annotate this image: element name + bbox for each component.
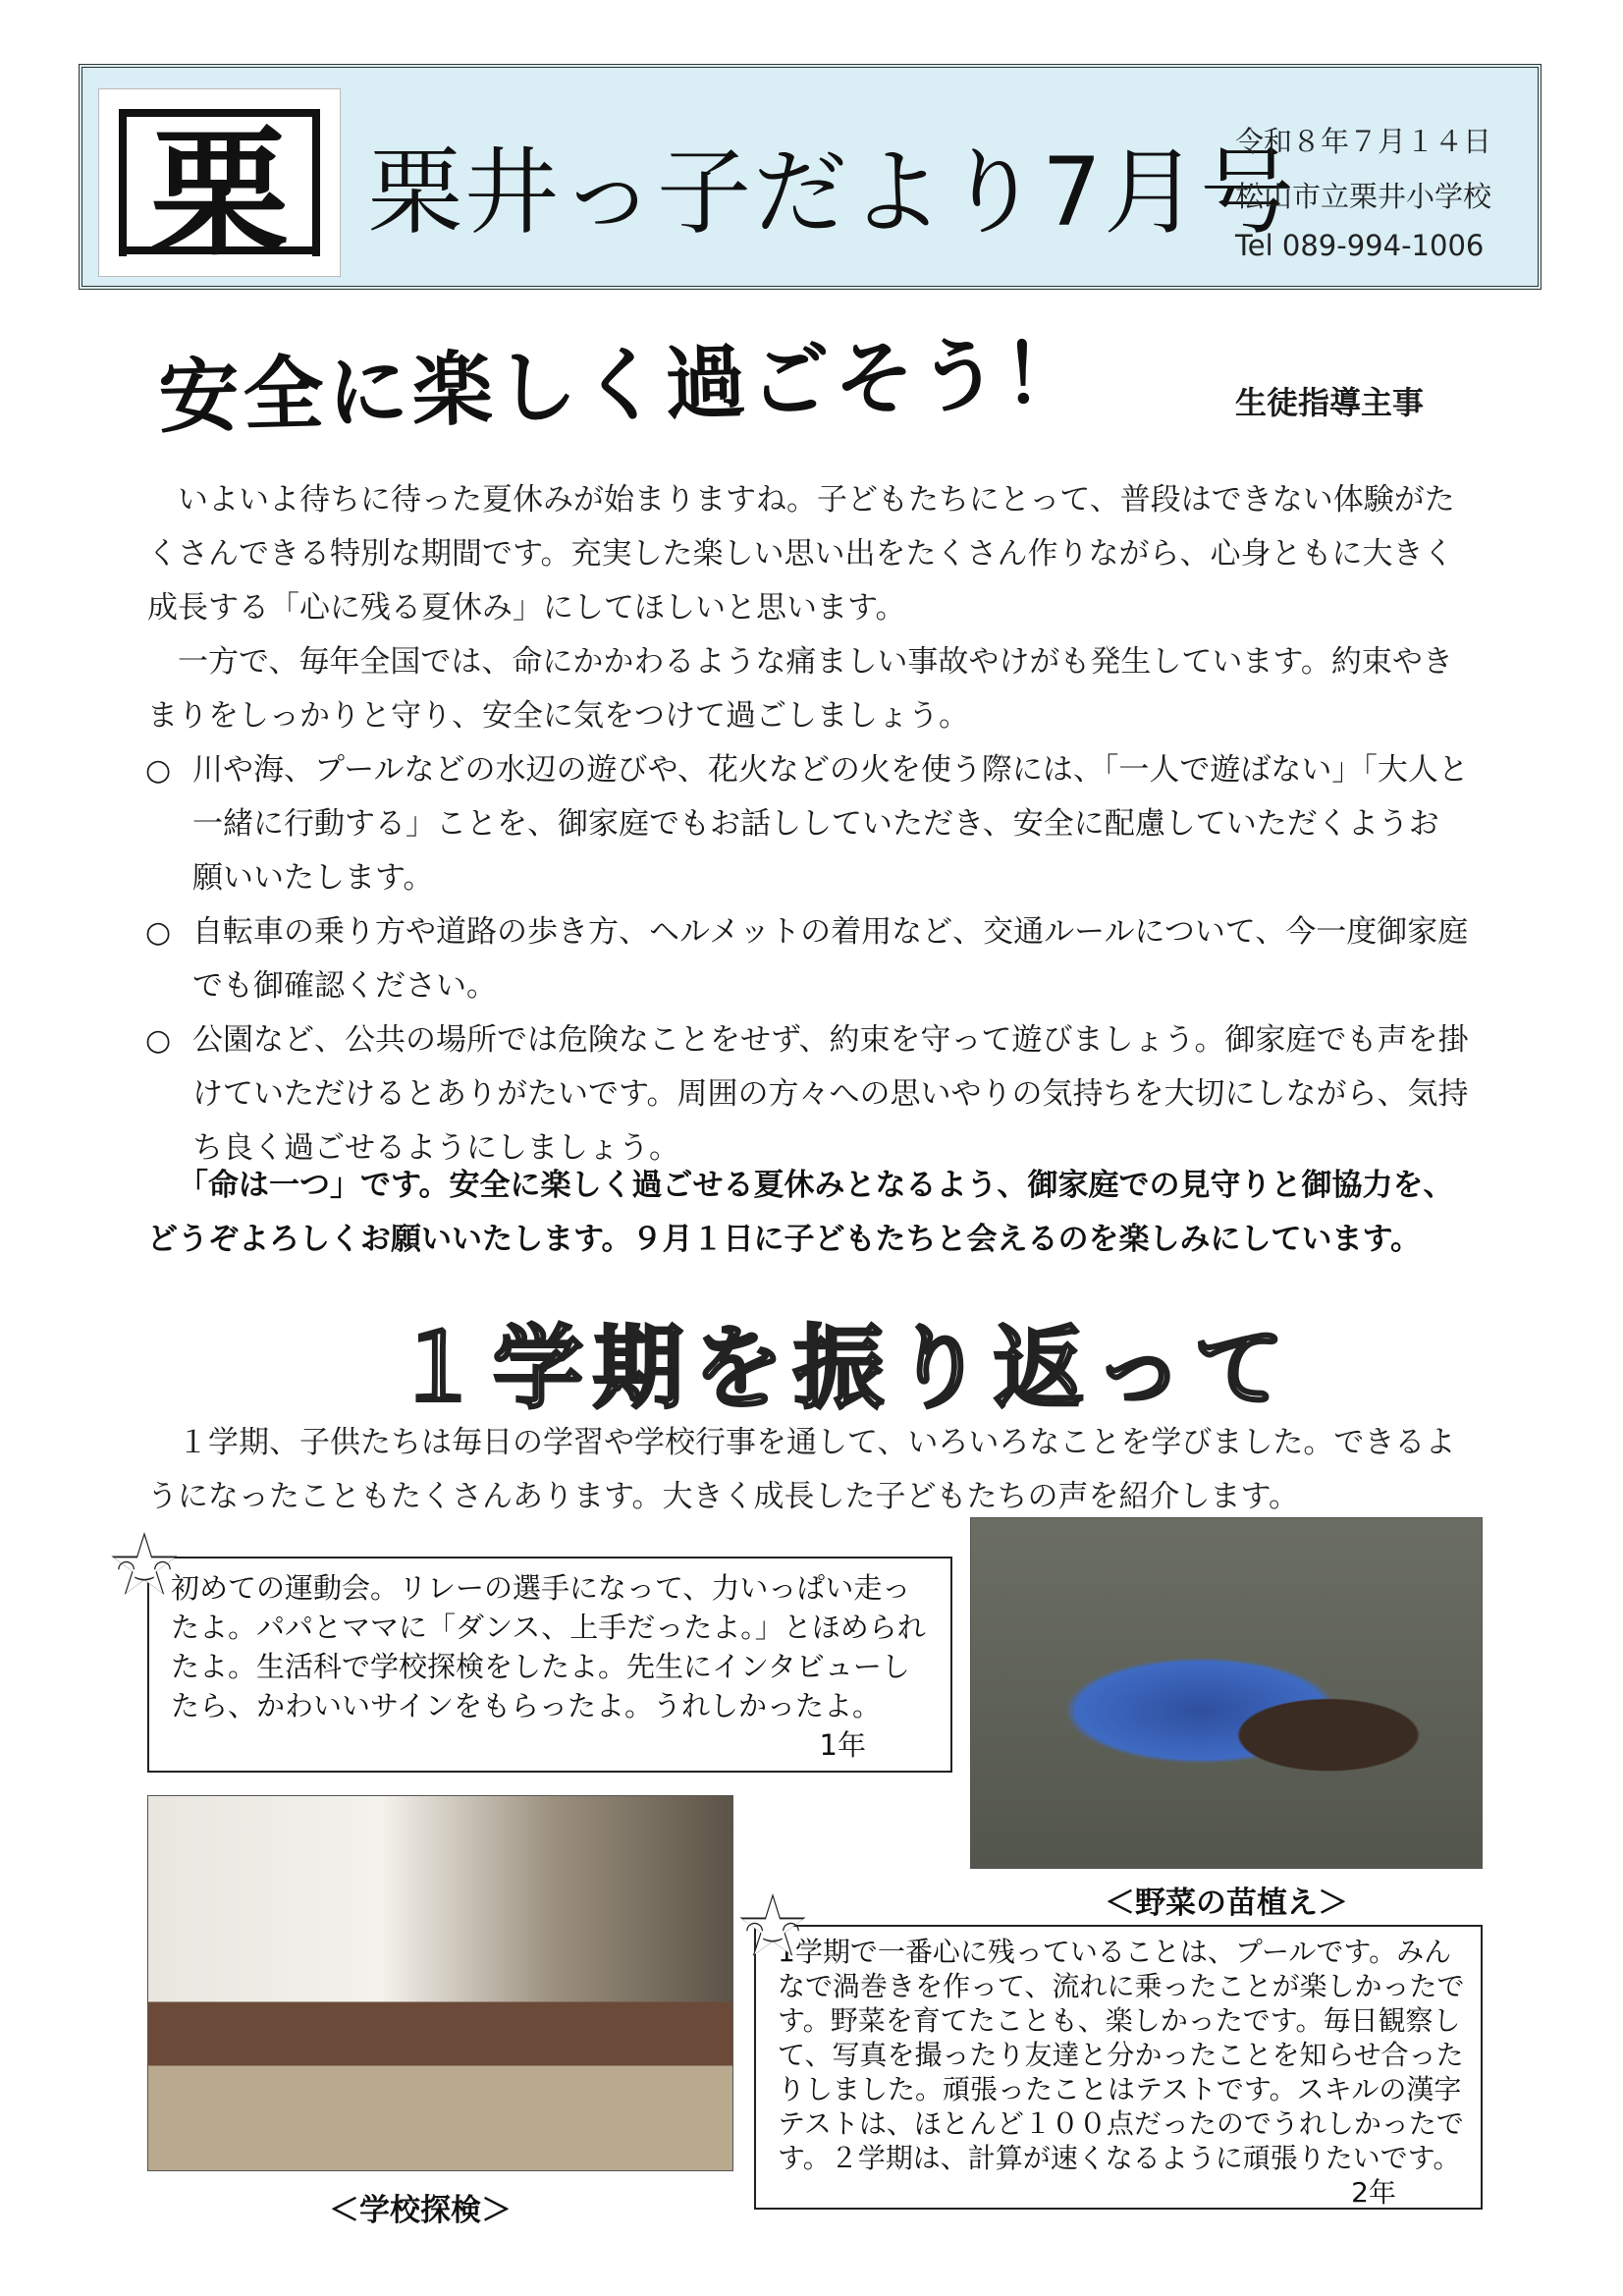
- photo-vegetable-planting: [970, 1517, 1483, 1869]
- bullet-text: 川や海、プールなどの水辺の遊びや、花火などの火を使う際には、「一人で遊ばない」「大人と一緒に行動する」ことを、御家庭でもお話ししていただき、安全に配慮していただくようお願いいたします。: [192, 752, 1469, 896]
- school-logo: [98, 88, 341, 277]
- school-tel: Tel 089-994-1006: [1235, 229, 1485, 262]
- newsletter-title: 栗井っ子だより7月号: [368, 137, 1297, 247]
- paragraph-reflection-intro: １学期、子供たちは毎日の学習や学校行事を通して、いろいろなことを学びました。できるようになったこともたくさんあります。大きく成長した子どもたちの声を紹介します。: [147, 1425, 1456, 1514]
- circle-bullet-icon: ○: [145, 1023, 172, 1058]
- photo-school-tour: [147, 1795, 733, 2171]
- voice-grade: 2年: [1351, 2176, 1396, 2209]
- closing-message: 「命は一つ」です。安全に楽しく過ごせる夏休みとなるよう、御家庭での見守りと御協力を、どうぞよろしくお願いいたします。９月１日に子どもたちと会えるのを楽しみにしています。: [147, 1168, 1454, 1257]
- bullet-text: 公園など、公共の場所では危険なことをせず、約束を守って遊びましょう。御家庭でも声を掛けていただけるとありがたいです。周囲の方々への思いやりの気持ちを大切にしながら、気持ち良く過ごせるようにしましょう。: [192, 1022, 1469, 1166]
- paragraph-intro: いよいよ待ちに待った夏休みが始まりますね。子どもたちにとって、普段はできない体験がたくさんできる特別な期間です。充実した楽しい思い出をたくさん作りながら、心身ともに大きく成長する「心に残る夏休み」にしてほしいと思います。: [147, 482, 1455, 626]
- star-face-icon: ◠‿◠: [116, 1557, 173, 1581]
- section-heading-safety: 安全に楽しく過ごそう！: [157, 327, 1089, 445]
- voice-text: 1学期で一番心に残っていることは、プールです。みんなで渦巻きを作って、流れに乗ったことが楽しかったです。野菜を育てたことも、楽しかったです。毎日観察して、写真を撮ったり友達と分かったことを知らせ合ったりしました。頑張ったことはテストです。スキルの漢字テストは、ほとんど１００点だったのでうれしかったです。２学期は、計算が速くなるように頑張りたいです。: [778, 1936, 1465, 2174]
- circle-bullet-icon: ○: [145, 915, 172, 950]
- voice-text: 初めての運動会。リレーの選手になって、力いっぱい走ったよ。パパとママに「ダンス、上手だったよ。」とほめられたよ。生活科で学校探検をしたよ。先生にインタビューしたら、かわいいサインをもらったよ。うれしかったよ。: [171, 1571, 926, 1722]
- student-voice-grade2: [754, 1925, 1483, 2210]
- section-heading-reflection: １学期を振り返って: [393, 1316, 1295, 1421]
- logo-char: 栗: [150, 113, 289, 275]
- bullet-text: 自転車の乗り方や道路の歩き方、ヘルメットの着用など、交通ルールについて、今一度御家庭でも御確認ください。: [192, 914, 1469, 1004]
- student-voice-grade1: [147, 1557, 952, 1773]
- star-face-icon: ◠‿◠: [744, 1918, 801, 1942]
- caption-school-tour: ＜学校探検＞: [329, 2193, 512, 2228]
- issue-date: 令和８年７月１４日: [1235, 125, 1492, 158]
- school-name: 松山市立栗井小学校: [1235, 180, 1492, 213]
- caption-vegetable-planting: ＜野菜の苗植え＞: [1105, 1886, 1348, 1921]
- paragraph-caution: 一方で、毎年全国では、命にかかわるような痛ましい事故やけがも発生しています。約束やきまりをしっかりと守り、安全に気をつけて過ごしましょう。: [147, 644, 1453, 734]
- section-author: 生徒指導主事: [1235, 384, 1425, 421]
- circle-bullet-icon: ○: [145, 753, 172, 788]
- voice-grade: 1年: [819, 1728, 866, 1762]
